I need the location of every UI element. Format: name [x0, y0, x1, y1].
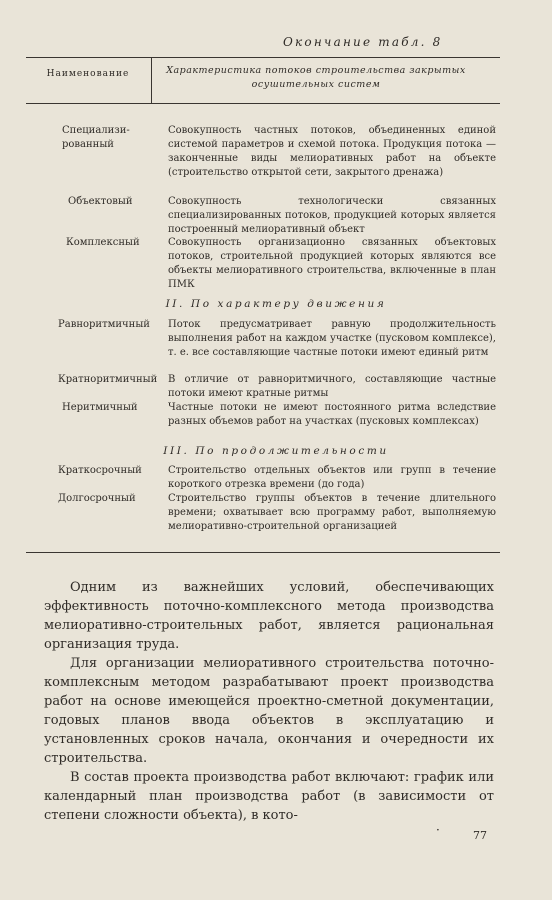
table-row-name: Неритмичный	[62, 402, 138, 413]
table-top-rule	[26, 57, 500, 58]
body-paragraph: Для организации мелиоративного строительства поточно-комплексным методом разрабатывают проект производства работ на основе имеющейся проектно-сметной документации, годовых планов ввода объектов в эксплуатацию и установленных сроков начала, окончания и очередности их строительства.	[44, 656, 494, 766]
table-row-desc: Поток предусматривает равную продолжительность выполнения работ на каждом участке (пусковом комплексе), т. е. все составляющие частные потоки имеют единый ритм	[168, 319, 496, 358]
table-row-name: Равноритмичный	[58, 319, 150, 330]
table-row-desc: Строительство отдельных объектов или групп в течение короткого отрезка времени (до года)	[168, 465, 496, 490]
section-title-duration: III. По продолжительности	[163, 445, 389, 457]
column-header-name: Наименование	[46, 69, 130, 79]
table-row-desc: Строительство группы объектов в течение длительного времени; охватывает всю программу работ, выполняемую мелиоративно-строительной организацией	[168, 493, 496, 532]
body-paragraph: В состав проекта производства работ включают: график или календарный план производства работ (в зависимости от степени сложности объекта), в кото-	[44, 770, 494, 823]
table-row-name: Долгосрочный	[58, 493, 136, 504]
column-header-characteristic: Характеристика потоков строительства закрытых осушительных систем	[166, 65, 466, 90]
body-text	[44, 578, 494, 825]
table-row-desc: Совокупность частных потоков, объединенных единой системой параметров и схемой потока. Продукция потока — законченные виды мелиоративных работ на объекте (строительство открытой сети, закрытого дренажа)	[168, 125, 496, 178]
body-paragraph: Одним из важнейших условий, обеспечивающих эффективность поточно-комплексного метода производства мелиоративно-строительных работ, является рациональная организация труда.	[44, 580, 494, 652]
table-row-desc: В отличие от равноритмичного, составляющие частные потоки имеют кратные ритмы	[168, 374, 496, 399]
table-row-name: Кратноритмичный	[58, 374, 158, 385]
table-row-name: Объектовый	[68, 196, 133, 207]
table-row-desc: Совокупность организационно связанных объектовых потоков, строительной продукцией которых являются все объекты мелиоративного строительства, включенные в план ПМК	[168, 237, 496, 290]
table-row-name: Комплексный	[66, 237, 140, 248]
table-header-rule	[26, 103, 500, 104]
page-number: 77	[473, 829, 487, 842]
section-title-movement: II. По характеру движения	[165, 298, 387, 310]
table-row-name: Краткосрочный	[58, 465, 142, 476]
table-row-name: Специализи-рованный	[62, 125, 130, 150]
table-row-desc: Частные потоки не имеют постоянного ритма вследствие разных объемов работ на участках (пусковых комплексах)	[168, 402, 496, 427]
table-row-desc: Совокупность технологически связанных специализированных потоков, продукцией которых является построенный мелиоративный объект	[168, 196, 496, 235]
table-column-separator	[151, 57, 152, 103]
decorative-dot: ·	[436, 823, 440, 837]
table-continuation-heading: Окончание табл. 8	[283, 35, 443, 49]
table-bottom-rule	[26, 552, 500, 553]
